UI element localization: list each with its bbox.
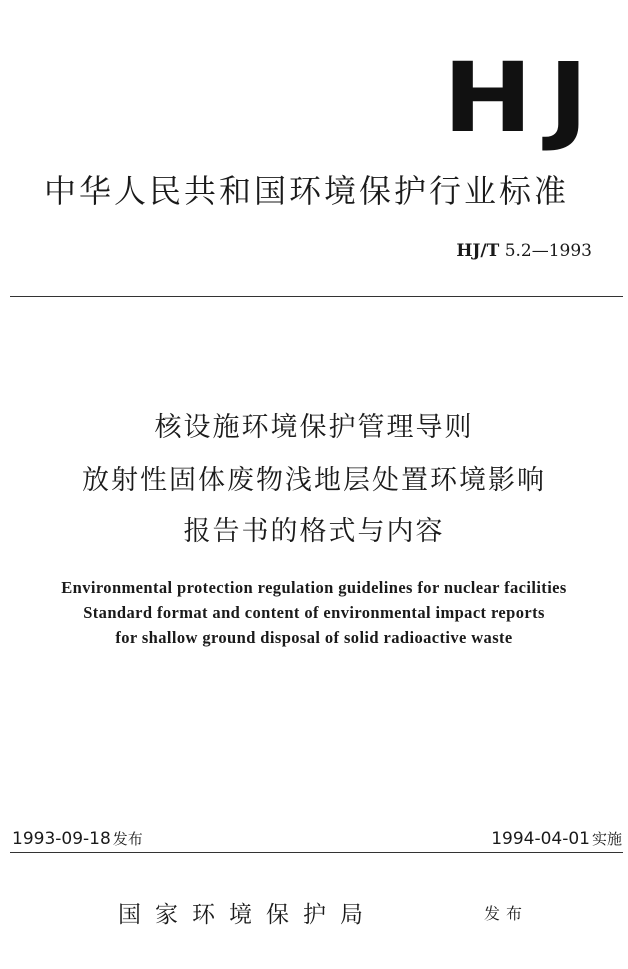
standard-category: 中华人民共和国环境保护行业标准: [44, 172, 570, 210]
issue-date: [12, 828, 143, 849]
bottom-divider: [10, 852, 623, 853]
hj-logo: HJ: [442, 42, 604, 154]
top-divider: [10, 296, 623, 297]
implement-date-value: 1994-04-01: [491, 829, 590, 849]
implement-date: [491, 828, 622, 849]
chinese-title-line-3: 报告书的格式与内容: [183, 516, 445, 547]
implement-label: 实施: [591, 830, 622, 848]
chinese-title-line-1: 核设施环境保护管理导则: [154, 412, 474, 443]
issue-label: 发布: [112, 830, 143, 848]
issuing-authority: 国家环境保护局: [118, 902, 377, 928]
standard-number-value: 5.2—1993: [504, 241, 592, 261]
chinese-title-line-2: 放射性固体废物浅地层处置环境影响: [82, 465, 546, 496]
issue-date-value: 1993-09-18: [12, 829, 111, 849]
standard-number: [456, 241, 592, 261]
english-title-line-3: for shallow ground disposal of solid radioactive waste: [115, 628, 513, 647]
english-title-line-1: Environmental protection regulation guidelines for nuclear facilities: [61, 578, 567, 597]
english-title-line-2: Standard format and content of environmental impact reports: [83, 603, 545, 622]
issuing-action: 发布: [484, 904, 529, 923]
standard-number-prefix: HJ/T: [456, 241, 500, 261]
